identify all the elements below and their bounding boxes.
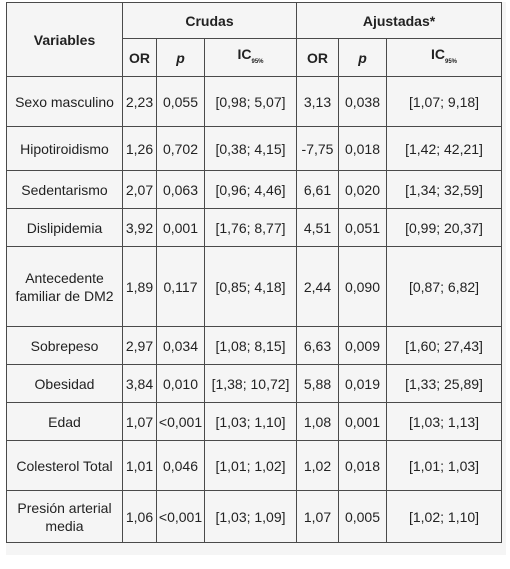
cell-ajustadas-p: 0,090 — [339, 247, 387, 327]
cell-crudas-p: 0,034 — [157, 327, 205, 365]
header-ajustadas-p: p — [339, 39, 387, 77]
cell-crudas-or: 3,84 — [123, 365, 157, 403]
cell-crudas-ic: [1,08; 8,15] — [205, 327, 297, 365]
cell-crudas-or: 2,97 — [123, 327, 157, 365]
cell-crudas-p: 0,063 — [157, 171, 205, 209]
cell-ajustadas-p: 0,018 — [339, 127, 387, 171]
table-row — [7, 327, 502, 365]
cell-ajustadas-or: 6,61 — [297, 171, 339, 209]
cell-ajustadas-or: -7,75 — [297, 127, 339, 171]
cell-variable: Hipotiroidismo — [7, 127, 123, 171]
cell-crudas-ic: [1,03; 1,10] — [205, 403, 297, 441]
cell-crudas-ic: [1,38; 10,72] — [205, 365, 297, 403]
cell-ajustadas-ic: [1,33; 25,89] — [387, 365, 502, 403]
cell-crudas-ic: [1,01; 1,02] — [205, 441, 297, 491]
table-row — [7, 127, 502, 171]
cell-variable: Dislipidemia — [7, 209, 123, 247]
cell-variable: Sexo masculino — [7, 77, 123, 127]
cell-ajustadas-p: 0,005 — [339, 491, 387, 543]
cell-variable: Sedentarismo — [7, 171, 123, 209]
cell-ajustadas-or: 6,63 — [297, 327, 339, 365]
cell-ajustadas-ic: [1,42; 42,21] — [387, 127, 502, 171]
cell-ajustadas-ic: [1,01; 1,03] — [387, 441, 502, 491]
cell-ajustadas-p: 0,009 — [339, 327, 387, 365]
cell-ajustadas-ic: [1,60; 27,43] — [387, 327, 502, 365]
cell-crudas-p: 0,117 — [157, 247, 205, 327]
table-row — [7, 77, 502, 127]
cell-crudas-or: 1,26 — [123, 127, 157, 171]
cell-crudas-p: <0,001 — [157, 403, 205, 441]
cell-ajustadas-p: 0,051 — [339, 209, 387, 247]
cell-crudas-p: <0,001 — [157, 491, 205, 543]
header-crudas-or: OR — [123, 39, 157, 77]
cell-crudas-or: 2,07 — [123, 171, 157, 209]
cell-ajustadas-ic: [1,02; 1,10] — [387, 491, 502, 543]
cell-variable: Antecedente familiar de DM2 — [7, 247, 123, 327]
results-table — [6, 2, 502, 543]
cell-crudas-or: 1,01 — [123, 441, 157, 491]
header-ajustadas: Ajustadas* — [297, 3, 502, 39]
cell-crudas-p: 0,001 — [157, 209, 205, 247]
header-ajustadas-or: OR — [297, 39, 339, 77]
cell-ajustadas-p: 0,038 — [339, 77, 387, 127]
header-crudas-p: p — [157, 39, 205, 77]
ic-subscript: 95% — [251, 58, 264, 65]
cell-crudas-or: 1,07 — [123, 403, 157, 441]
cell-ajustadas-or: 3,13 — [297, 77, 339, 127]
table-container — [6, 2, 506, 555]
cell-ajustadas-ic: [1,34; 32,59] — [387, 171, 502, 209]
cell-crudas-ic: [1,76; 8,77] — [205, 209, 297, 247]
cell-crudas-p: 0,055 — [157, 77, 205, 127]
cell-ajustadas-p: 0,019 — [339, 365, 387, 403]
table-row — [7, 441, 502, 491]
cell-ajustadas-p: 0,018 — [339, 441, 387, 491]
header-crudas: Crudas — [123, 3, 297, 39]
cell-ajustadas-or: 5,88 — [297, 365, 339, 403]
cell-ajustadas-p: 0,001 — [339, 403, 387, 441]
cell-ajustadas-or: 2,44 — [297, 247, 339, 327]
table-row — [7, 209, 502, 247]
cell-variable: Colesterol Total — [7, 441, 123, 491]
cell-ajustadas-ic: [1,07; 9,18] — [387, 77, 502, 127]
table-row — [7, 247, 502, 327]
table-row — [7, 171, 502, 209]
cell-ajustadas-or: 1,07 — [297, 491, 339, 543]
cell-crudas-or: 1,06 — [123, 491, 157, 543]
cell-variable: Presión arterial media — [7, 491, 123, 543]
ic-subscript: 95% — [445, 58, 458, 65]
cell-crudas-ic: [0,38; 4,15] — [205, 127, 297, 171]
table-row — [7, 365, 502, 403]
cell-crudas-p: 0,702 — [157, 127, 205, 171]
cell-ajustadas-p: 0,020 — [339, 171, 387, 209]
cell-crudas-ic: [0,85; 4,18] — [205, 247, 297, 327]
cell-ajustadas-or: 1,08 — [297, 403, 339, 441]
cell-ajustadas-or: 1,02 — [297, 441, 339, 491]
header-group-row — [7, 3, 502, 39]
cell-crudas-or: 2,23 — [123, 77, 157, 127]
header-ajustadas-ic — [387, 39, 502, 77]
cell-ajustadas-ic: [0,87; 6,82] — [387, 247, 502, 327]
cell-crudas-p: 0,010 — [157, 365, 205, 403]
ic-label: IC — [431, 45, 445, 62]
cell-ajustadas-or: 4,51 — [297, 209, 339, 247]
cell-ajustadas-ic: [0,99; 20,37] — [387, 209, 502, 247]
table-body — [7, 77, 502, 543]
cell-ajustadas-ic: [1,03; 1,13] — [387, 403, 502, 441]
cell-variable: Sobrepeso — [7, 327, 123, 365]
header-crudas-ic — [205, 39, 297, 77]
cell-crudas-ic: [0,98; 5,07] — [205, 77, 297, 127]
cell-variable: Obesidad — [7, 365, 123, 403]
cell-variable: Edad — [7, 403, 123, 441]
cell-crudas-p: 0,046 — [157, 441, 205, 491]
ic-label: IC — [237, 45, 252, 62]
table-row — [7, 491, 502, 543]
cell-crudas-ic: [0,96; 4,46] — [205, 171, 297, 209]
cell-crudas-ic: [1,03; 1,09] — [205, 491, 297, 543]
cell-crudas-or: 3,92 — [123, 209, 157, 247]
cell-crudas-or: 1,89 — [123, 247, 157, 327]
table-row — [7, 403, 502, 441]
header-variables: Variables — [7, 3, 123, 77]
